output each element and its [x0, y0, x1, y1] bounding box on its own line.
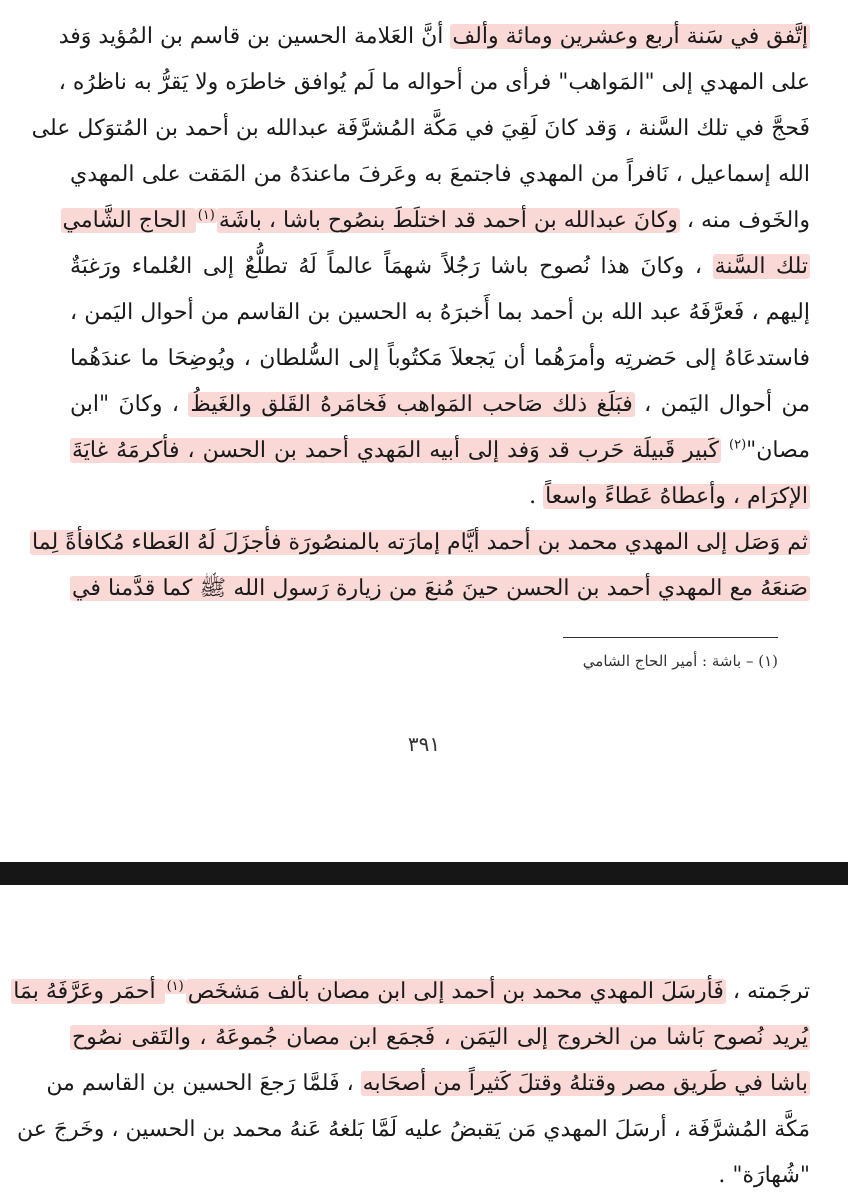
- highlighted-text: وكانَ عبدالله بن أحمد قد اختلَطَ بنصُوح باشا ، باشَة: [218, 208, 678, 233]
- text-segment: [721, 438, 729, 463]
- highlighted-text: تلك السَّنة: [714, 254, 808, 279]
- highlighted-text: إتَّفق في سَنة أربع وعشرين ومائة وألف: [452, 24, 808, 49]
- highlighted-text: يُريد نُصوح بَاشا من الخروج إلى اليَمَن ، فَجمَع ابن مصان جُموعَهُ ، والتَقى نصُوح: [72, 1025, 808, 1050]
- body-text-top: [31, 14, 811, 612]
- highlighted-text: الإكرَام ، وأعطاهُ عَطاءً واسعاً: [545, 484, 808, 509]
- footnote-divider: [563, 637, 778, 638]
- page-number: ٣٩١: [407, 732, 441, 756]
- text-line: [70, 1015, 810, 1061]
- text-segment: ترجَمته ،: [725, 979, 810, 1004]
- text-line: [70, 566, 810, 612]
- text-segment: فاستدعَاهُ إلى حَضرتِه وأمرَهُما أن يَجعلاَ مَكتُوباً إلى السُّلطان ، ويُوضِحَا ما عندَهُما: [70, 346, 810, 371]
- text-line: [70, 382, 810, 428]
- highlighted-text: كَبير قَبيلَة حَرب قد وَفد إلى أبيه المَهدي أحمد بن الحسن ، فأكرمَهُ غايَةَ: [72, 438, 720, 463]
- highlighted-text: أحمَر وعَرَّفَهُ بمَا: [13, 979, 163, 1004]
- text-line: [70, 336, 810, 382]
- text-line: [70, 152, 810, 198]
- highlighted-text: فَأرسَلَ المهدي محمد بن أحمد إلى ابن مصان بألف مَشخَص: [187, 979, 724, 1004]
- text-segment: ، وكانَ "ابن: [70, 392, 189, 417]
- text-segment: "شُهارَة" .: [718, 1163, 810, 1188]
- highlighted-text: فبَلَغ ذلك صَاحب المَواهب فَخامَرهُ القَلق والغَيظُ: [190, 392, 633, 417]
- text-line: [13, 969, 810, 1015]
- book-page-next: [0, 885, 848, 1200]
- text-segment: فَحجَّ في تلك السَّنة ، وَقد كانَ لَقِيَ في مَكَّة المُشرَّفَة عبدالله بن أحمد بن المُتوَكل على: [31, 116, 810, 141]
- text-segment: مَكَّة المُشرَّفَة ، أرسَلَ المهدي مَن يَقبضُ عليه لَمَّا بَلغهُ عَنهُ محمد بن الحسين ، وخَرجَ عن: [16, 1117, 810, 1142]
- text-segment: إليهم ، فَعرَّفَهُ عبد الله بن أحمد بما أَخبرَهُ به الحسين بن القاسم من أحوال اليَمن ،: [70, 300, 810, 325]
- text-line: [62, 198, 810, 244]
- text-segment: على المهدي إلى "المَواهب" فرأى من أحواله ما لَم يُوافق خاطرَه ولا يَقرُّ به ناظرُه ،: [58, 70, 810, 95]
- highlighted-text: باشا في طَريق مصر وقتلهُ وقتلَ كَثيراً من أصحَابه: [362, 1071, 808, 1096]
- highlighted-text: صَنعَهُ مع المهدي أحمد بن الحسن حينَ مُنعَ من زيارة رَسول الله ﷺ كما قدَّمنا في: [72, 576, 808, 601]
- highlighted-text: الحاج الشَّامي: [62, 208, 194, 233]
- body-text-bottom: [13, 969, 810, 1199]
- text-segment: أنَّ العَلامة الحسين بن قاسم بن المُؤيد وَفد: [58, 24, 451, 49]
- text-segment: .: [529, 484, 544, 509]
- page-separator: [0, 862, 848, 885]
- text-line: [70, 244, 810, 290]
- text-segment: ، وكانَ هذا نُصوح باشا رَجُلاً شهمَاً عالماً لَهُ تطلُّعٌ إلى العُلماء ورَغبَةٌ: [70, 254, 713, 279]
- text-line: [31, 106, 810, 152]
- text-line: [46, 1061, 810, 1107]
- footnote-1: (١) – باشة : أمير الحاج الشامي: [582, 652, 778, 670]
- footnote-marker: (١): [166, 978, 184, 994]
- text-segment: ، فَلمَّا رَجعَ الحسين بن القاسم من: [46, 1071, 361, 1096]
- highlighted-text: ثم وَصَل إلى المهدي محمد بن أحمد أيَّام إمارَته بالمنصُورَة فأجزَلَ لَهُ العَطاء مُكافأةً لِما: [32, 530, 808, 555]
- text-line: [58, 14, 810, 60]
- text-line: [32, 520, 810, 566]
- text-line: [70, 474, 810, 520]
- text-segment: والخَوف منه ،: [679, 208, 810, 233]
- text-line: [70, 290, 810, 336]
- text-line: [16, 1107, 810, 1153]
- text-segment: من أحوال اليَمن ،: [634, 392, 811, 417]
- text-line: [70, 1153, 810, 1199]
- text-segment: مصان": [746, 438, 810, 463]
- text-line: [58, 60, 810, 106]
- text-line: [70, 428, 810, 474]
- footnote-marker: (٢): [729, 437, 747, 453]
- footnote-marker: (١): [197, 207, 215, 223]
- text-segment: الله إسماعيل ، نَافراً من المهدي فاجتمعَ به وعَرفَ ماعندَهُ من المَقت على المهدي: [70, 162, 810, 187]
